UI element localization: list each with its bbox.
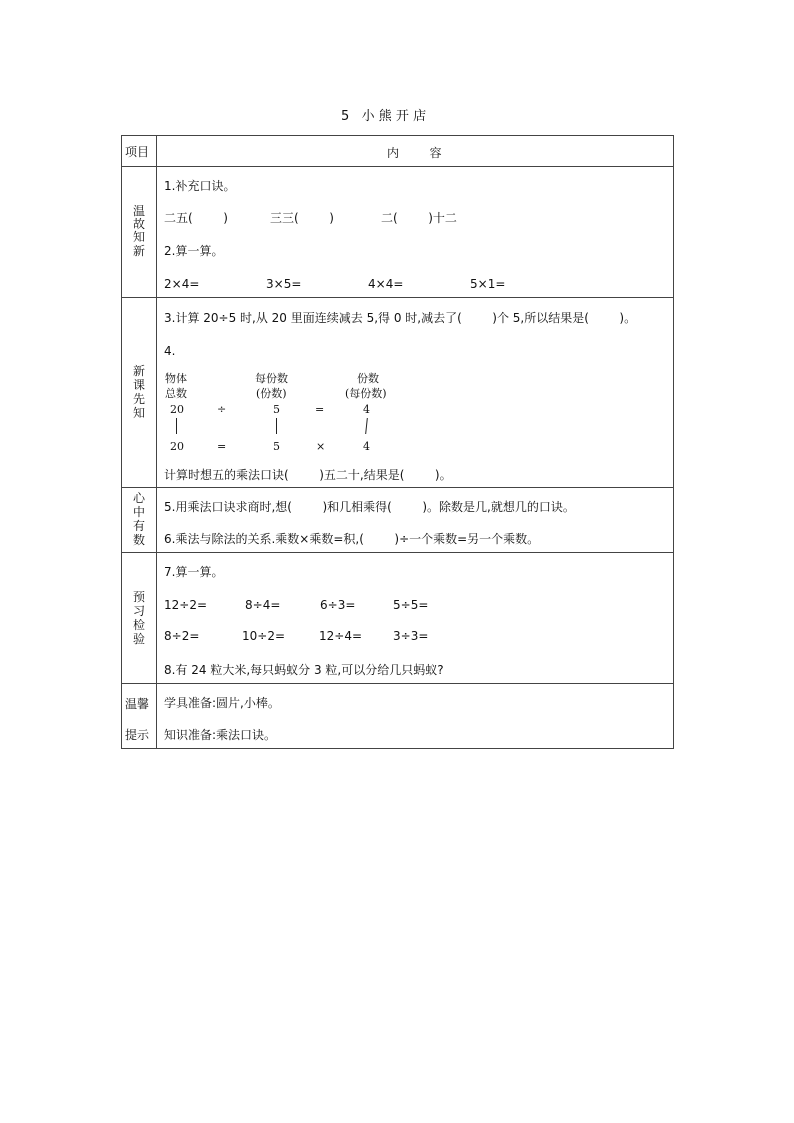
- question-4-text: 计算时想五的乘法口诀( )五二十,结果是( )。: [164, 468, 452, 482]
- q7-item: 12÷2=: [164, 598, 208, 612]
- q1-item: 二( )十二: [381, 211, 457, 225]
- row-divider: [121, 552, 674, 553]
- section-label-char: 数: [133, 533, 146, 547]
- q1-item: 三三( ): [270, 211, 334, 225]
- q7-item: 10÷2=: [242, 629, 286, 643]
- diagram-connector: [176, 418, 177, 434]
- question-2: 2.算一算。: [164, 244, 224, 258]
- diagram-value: 20: [170, 440, 184, 453]
- q7-item: 8÷4=: [245, 598, 281, 612]
- question-8: 8.有 24 粒大米,每只蚂蚁分 3 粒,可以分给几只蚂蚁?: [164, 663, 444, 677]
- question-1: 1.补充口诀。: [164, 179, 236, 193]
- table-border-top: [121, 135, 674, 136]
- diagram-operator: ÷: [217, 403, 227, 416]
- question-4: 4.: [164, 344, 176, 358]
- question-6: 6.乘法与除法的关系.乘数×乘数=积,( )÷一个乘数=另一个乘数。: [164, 532, 540, 546]
- table-border-right: [673, 135, 674, 749]
- q2-item: 2×4=: [164, 277, 200, 291]
- section-label-char: 知: [133, 406, 146, 420]
- section-label-char: 温: [133, 204, 146, 218]
- tip-tools: 学具准备:圆片,小棒。: [164, 696, 280, 710]
- diagram-head: (份数): [256, 387, 287, 400]
- table-border-left: [121, 135, 122, 749]
- diagram-operator: =: [315, 403, 325, 416]
- diagram-operator: =: [217, 440, 227, 453]
- diagram-head: (每份数): [345, 387, 387, 400]
- diagram-connector: [276, 418, 277, 434]
- diagram-head: 物体: [165, 372, 187, 385]
- diagram-head: 份数: [357, 372, 379, 385]
- page-title: 5 小 熊 开 店: [341, 109, 427, 124]
- section-label-char: 知: [133, 230, 146, 244]
- section-label-char: 课: [133, 378, 146, 392]
- q2-item: 3×5=: [266, 277, 302, 291]
- q1-item: 二五( ): [164, 211, 228, 225]
- q2-item: 5×1=: [470, 277, 506, 291]
- q7-item: 12÷4=: [319, 629, 363, 643]
- row-divider: [121, 166, 674, 167]
- q7-item: 6÷3=: [320, 598, 356, 612]
- diagram-value: 4: [363, 440, 370, 453]
- diagram-value: 5: [273, 403, 280, 416]
- diagram-head: 总数: [165, 387, 187, 400]
- question-7: 7.算一算。: [164, 565, 224, 579]
- column-divider: [156, 135, 157, 749]
- section-label-char: 习: [133, 604, 146, 618]
- row-divider: [121, 487, 674, 488]
- section-label-char: 新: [133, 244, 146, 258]
- question-3: 3.计算 20÷5 时,从 20 里面连续减去 5,得 0 时,减去了( )个 5,所以结果是( )。: [164, 311, 637, 325]
- section-label-char: 检: [133, 618, 146, 632]
- q2-item: 4×4=: [368, 277, 404, 291]
- table-border-bottom: [121, 748, 674, 749]
- section-label-char: 故: [133, 217, 146, 231]
- tips-label-line1: 温馨: [125, 697, 150, 711]
- diagram-value: 5: [273, 440, 280, 453]
- diagram-head: 每份数: [255, 372, 288, 385]
- section-label-char: 验: [133, 632, 146, 646]
- tip-knowledge: 知识准备:乘法口诀。: [164, 728, 277, 742]
- diagram-connector: [365, 418, 368, 434]
- q7-item: 3÷3=: [393, 629, 429, 643]
- tips-label-line2: 提示: [125, 728, 150, 742]
- section-label-char: 新: [133, 364, 146, 378]
- header-content-label: 内 容: [387, 146, 442, 160]
- diagram-value: 20: [170, 403, 184, 416]
- row-divider: [121, 297, 674, 298]
- header-item-label: 项目: [125, 145, 150, 159]
- section-label-char: 中: [133, 505, 146, 519]
- question-5: 5.用乘法口诀求商时,想( )和几相乘得( )。除数是几,就想几的口诀。: [164, 500, 575, 514]
- section-label-char: 先: [133, 392, 146, 406]
- row-divider: [121, 683, 674, 684]
- q7-item: 8÷2=: [164, 629, 200, 643]
- section-label-char: 心: [133, 491, 146, 505]
- q7-item: 5÷5=: [393, 598, 429, 612]
- section-label-char: 有: [133, 519, 146, 533]
- diagram-operator: ×: [316, 440, 326, 453]
- section-label-char: 预: [133, 590, 146, 604]
- diagram-value: 4: [363, 403, 370, 416]
